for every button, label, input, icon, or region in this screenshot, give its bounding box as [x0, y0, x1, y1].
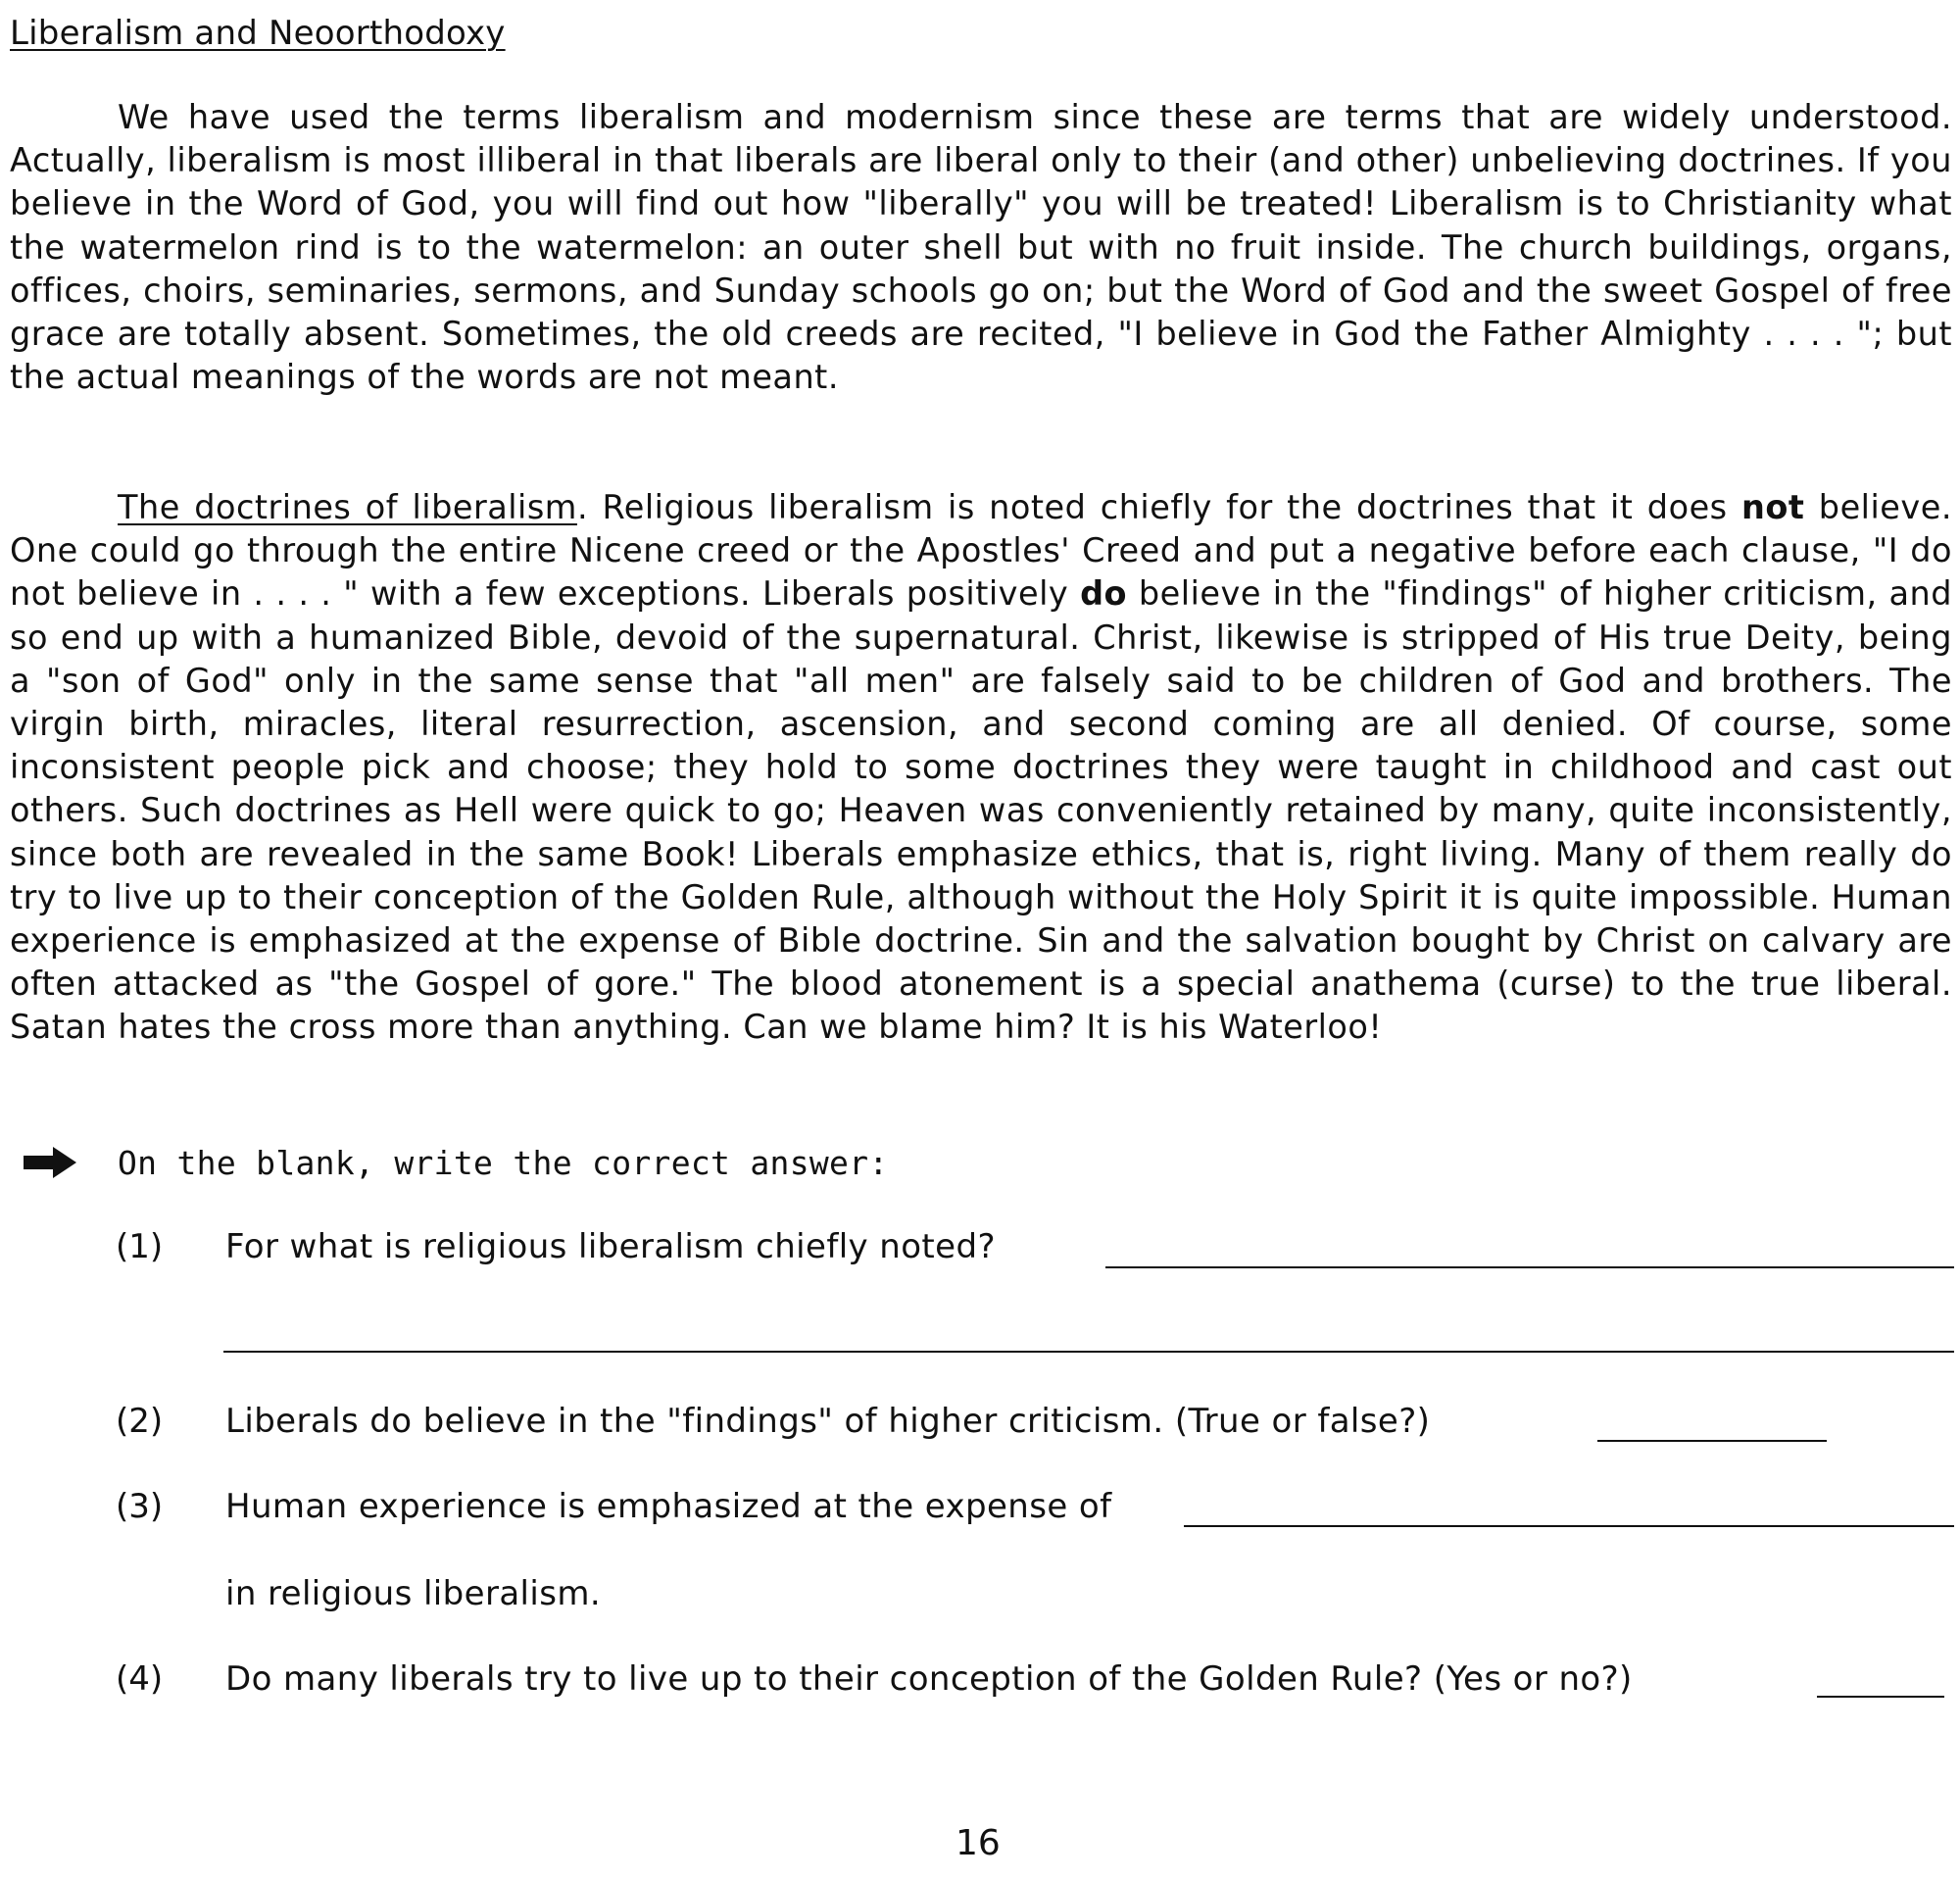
paragraph-text: believe. One could go through the entire Nicene creed or the Apostles' Creed and put a negative before each clause, "I do not believe in . . . . " with a few exceptions. Liberals positively: [10, 488, 1952, 614]
emphasis-not: not: [1741, 488, 1805, 526]
run-in-heading: The doctrines of liberalism: [118, 488, 577, 526]
question-3-number: (3): [116, 1487, 164, 1526]
paragraph-intro: [10, 96, 1952, 399]
arrow-right-icon: [24, 1145, 78, 1180]
question-3-text: Human experience is emphasized at the expense of: [225, 1487, 1112, 1526]
answer-blank-2[interactable]: [1597, 1440, 1827, 1442]
question-2-text: Liberals do believe in the "findings" of higher criticism. (True or false?): [225, 1402, 1431, 1441]
section-title: Liberalism and Neoorthodoxy: [10, 14, 506, 53]
answer-blank-3[interactable]: [1184, 1525, 1954, 1527]
answer-blank-1[interactable]: [1105, 1266, 1954, 1268]
question-4-number: (4): [116, 1659, 164, 1699]
paragraph-doctrines: [10, 486, 1952, 1050]
question-4-text: Do many liberals try to live up to their conception of the Golden Rule? (Yes or no?): [225, 1659, 1633, 1699]
question-2-number: (2): [116, 1402, 164, 1441]
paragraph-intro-text: We have used the terms liberalism and modernism since these are terms that are widely understood. Actually, liberalism is most illiberal in that liberals are liberal only to their (and other) unbelieving doctrines. If you believe in the Word of God, you will find out how "liberally" you will be treated! Liberalism is to Christianity what the watermelon rind is to the watermelon: an outer shell but with no fruit inside. The church buildings, organs, offices, choirs, seminaries, sermons, and Sunday schools go on; but the Word of God and the sweet Gospel of free grace are totally absent. Sometimes, the old creeds are recited, "I believe in God the Father Almighty . . . . "; but the actual meanings of the words are not meant.: [10, 98, 1952, 397]
instruction-text: On the blank, write the correct answer:: [118, 1143, 889, 1182]
question-1-text: For what is religious liberalism chiefly noted?: [225, 1227, 996, 1266]
question-3-continuation: in religious liberalism.: [225, 1574, 602, 1613]
paragraph-text: . Religious liberalism is noted chiefly for the doctrines that it does: [576, 488, 1742, 526]
answer-blank-1-continued[interactable]: [223, 1351, 1954, 1353]
paragraph-text: believe in the "findings" of higher criticism, and so end up with a humanized Bible, devoid of the supernatural. Christ, likewise is stripped of His true Deity, being a "son of God" only in the same sense that "all men" are falsely said to be children of God and brothers. The virgin birth, miracles, literal resurrection, ascension, and second coming are all denied. Of course, some inconsistent people pick and choose; they hold to some doctrines they were taught in childhood and cast out others. Such doctrines as Hell were quick to go; Heaven was conveniently retained by many, quite inconsistently, since both are revealed in the same Book! Liberals emphasize ethics, that is, right living. Many of them really do try to live up to their conception of the Golden Rule, although without the Holy Spirit it is quite impossible. Human experience is emphasized at the expense of Bible doctrine. Sin and the salvation bought by Christ on calvary are often attacked as "the Gospel of gore." The blood atonement is a special anathema (curse) to the true liberal. Satan hates the cross more than anything. Can we blame him? It is his Waterloo!: [10, 574, 1952, 1047]
emphasis-do: do: [1080, 574, 1128, 614]
question-1-number: (1): [116, 1227, 164, 1266]
answer-blank-4[interactable]: [1817, 1696, 1944, 1698]
instruction-line: [24, 1141, 889, 1184]
page-number: 16: [956, 1823, 1001, 1863]
